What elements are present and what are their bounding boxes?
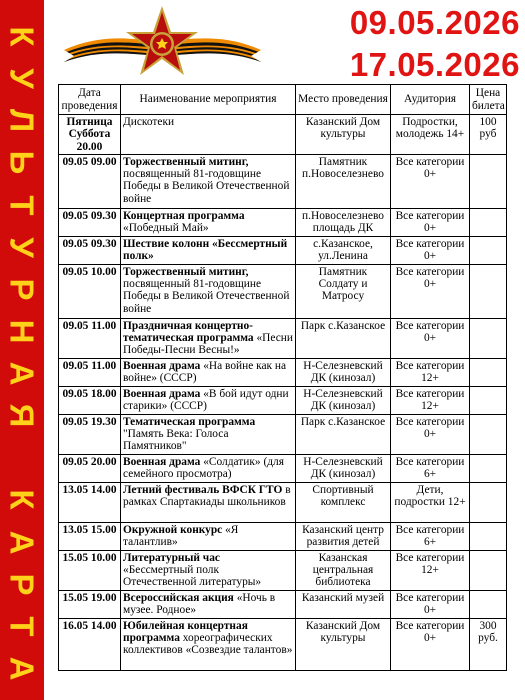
event-name (121, 208, 296, 236)
banner-letter: А (3, 530, 41, 554)
event-date: 16.05 14.00 (59, 618, 121, 670)
event-price: 100 руб (470, 115, 507, 155)
table-row (59, 154, 507, 208)
table-row (59, 618, 507, 670)
side-banner (0, 0, 44, 700)
table-row (59, 414, 507, 454)
event-name (121, 550, 296, 590)
event-description: "Память Века: Голоса Памятников" (123, 428, 229, 453)
event-description: «Я талантлив» (123, 523, 239, 549)
event-audience: Все категории 12+ (391, 386, 470, 414)
event-price (470, 522, 507, 550)
event-place: Н-Селезневский ДК (кинозал) (296, 358, 391, 386)
table-row (59, 264, 507, 318)
event-description: посвященный 81-годовщине Победы в Великой Отечественной войне (123, 278, 290, 315)
event-place: Н-Селезневский ДК (кинозал) (296, 386, 391, 414)
event-place: Парк с.Казанское (296, 318, 391, 358)
event-date: Пятница Суббота 20.00 (59, 115, 121, 155)
table-row (59, 482, 507, 522)
banner-letter: Т (3, 194, 41, 216)
event-price (470, 154, 507, 208)
event-audience: Все категории 0+ (391, 264, 470, 318)
event-title: Торжественный митинг, (123, 155, 249, 168)
event-description: «Бессмертный полк Отечественной литературы» (123, 564, 262, 589)
event-name (121, 454, 296, 482)
event-place: Казанская центральная библиотека (296, 550, 391, 590)
event-title: Тематическая программа (123, 415, 256, 428)
event-date: 09.05 09.00 (59, 154, 121, 208)
event-price (470, 482, 507, 522)
event-date: 09.05 09.30 (59, 208, 121, 236)
event-price (470, 318, 507, 358)
event-price (470, 358, 507, 386)
event-audience: Все категории 0+ (391, 590, 470, 618)
column-header-name: Наименование мероприятия (121, 85, 296, 115)
event-description: «В бой идут одни старики» (СССР) (123, 387, 289, 413)
banner-letter: У (3, 236, 41, 258)
event-place: Памятник п.Новоселезнево (296, 154, 391, 208)
event-name (121, 522, 296, 550)
event-audience: Все категории 12+ (391, 358, 470, 386)
banner-letter: К (3, 26, 41, 47)
table-row (59, 386, 507, 414)
table-row (59, 236, 507, 264)
event-title: Литературный час (123, 551, 220, 564)
event-place: Спортивный комплекс (296, 482, 391, 522)
event-name (121, 358, 296, 386)
banner-letter: А (3, 361, 41, 386)
event-price (470, 236, 507, 264)
event-name (121, 264, 296, 318)
banner-letter: Л (3, 109, 41, 133)
event-description: хореографических коллективов «Созвездие талантов» (123, 632, 293, 657)
event-audience: Подростки, молодежь 14+ (391, 115, 470, 155)
event-description: Дискотеки (123, 116, 175, 128)
event-description: в рамках Спартакиады школьников (123, 483, 291, 509)
table-row (59, 522, 507, 550)
event-audience: Все категории 0+ (391, 236, 470, 264)
events-table (58, 84, 507, 671)
column-header-audience: Аудитория (391, 85, 470, 115)
event-date: 09.05 20.00 (59, 454, 121, 482)
event-place: Казанский центр развития детей (296, 522, 391, 550)
event-date: 09.05 09.30 (59, 236, 121, 264)
event-name (121, 236, 296, 264)
table-row (59, 590, 507, 618)
table-header-row (59, 85, 507, 115)
event-date: 09.05 11.00 (59, 358, 121, 386)
event-place: Казанский Дом культуры (296, 115, 391, 155)
event-title: Праздничная концертно-тематическая программа (123, 319, 254, 345)
event-audience: Все категории 12+ (391, 550, 470, 590)
event-title: Шествие колонн «Бессмертный полк» (123, 237, 288, 263)
banner-letter: Р (3, 573, 41, 596)
banner-letter: А (3, 656, 41, 681)
event-title: Военная драма (123, 359, 201, 372)
event-name (121, 590, 296, 618)
table-row (59, 550, 507, 590)
event-audience: Дети, подростки 12+ (391, 482, 470, 522)
banner-letter: К (3, 489, 41, 510)
victory-order-emblem (60, 4, 265, 86)
event-price (470, 264, 507, 318)
event-description: «Ночь в музее. Родное» (123, 591, 276, 617)
event-date: 13.05 15.00 (59, 522, 121, 550)
event-name (121, 386, 296, 414)
event-date: 09.05 19.30 (59, 414, 121, 454)
event-date: 09.05 18.00 (59, 386, 121, 414)
banner-space (6, 438, 39, 478)
banner-letter: Ь (3, 151, 41, 175)
event-description: «Песни Победы-Песни Весны!» (123, 332, 293, 357)
vertical-title (0, 20, 44, 685)
event-audience: Все категории 0+ (391, 318, 470, 358)
event-name (121, 115, 296, 155)
date-to: 17.05.2026 (349, 46, 520, 83)
event-name (121, 154, 296, 208)
event-description: «На войне как на войне» (СССР) (123, 359, 287, 385)
banner-letter: Т (3, 616, 41, 637)
event-audience: Все категории 6+ (391, 454, 470, 482)
event-price (470, 454, 507, 482)
table-row (59, 454, 507, 482)
event-description: посвященный 81-годовщине Победы в Великой Отечественной войне (123, 168, 290, 205)
table-row (59, 358, 507, 386)
column-header-place: Место проведения (296, 85, 391, 115)
event-audience: Все категории 0+ (391, 414, 470, 454)
event-place: Парк с.Казанское (296, 414, 391, 454)
event-date: 09.05 10.00 (59, 264, 121, 318)
event-name (121, 318, 296, 358)
column-header-price: Цена билета (470, 85, 507, 115)
event-description: «Победный Май» (123, 222, 209, 235)
event-price (470, 590, 507, 618)
event-place: с.Казанское, ул.Ленина (296, 236, 391, 264)
event-place: Казанский музей (296, 590, 391, 618)
event-title: Окружной конкурс (123, 523, 223, 536)
event-title: Летний фестиваль ВФСК ГТО (123, 483, 283, 496)
table-row (59, 318, 507, 358)
event-date: 09.05 11.00 (59, 318, 121, 358)
event-date: 13.05 14.00 (59, 482, 121, 522)
event-date: 15.05 10.00 (59, 550, 121, 590)
event-audience: Все категории 0+ (391, 154, 470, 208)
event-name (121, 414, 296, 454)
event-title: Военная драма (123, 387, 201, 400)
event-title: Военная драма (123, 455, 201, 468)
event-place: Н-Селезневский ДК (кинозал) (296, 454, 391, 482)
event-audience: Все категории 6+ (391, 522, 470, 550)
event-price (470, 414, 507, 454)
event-title: Юбилейная концертная программа (123, 619, 248, 645)
event-price (470, 550, 507, 590)
event-description: «Солдатик» (для семейного просмотра) (123, 455, 284, 481)
table-row (59, 208, 507, 236)
event-price (470, 386, 507, 414)
event-title: Торжественный митинг, (123, 265, 249, 278)
event-name (121, 482, 296, 522)
date-from: 09.05.2026 (349, 4, 520, 41)
event-price: 300 руб. (470, 618, 507, 670)
event-place: п.Новоселезнево площадь ДК (296, 208, 391, 236)
event-title: Всероссийская акция (123, 591, 234, 604)
event-place: Памятник Солдату и Матросу (296, 264, 391, 318)
event-audience: Все категории 0+ (391, 208, 470, 236)
banner-letter: У (3, 68, 41, 89)
banner-letter: Р (3, 278, 41, 301)
event-audience: Все категории 0+ (391, 618, 470, 670)
event-place: Казанский Дом культуры (296, 618, 391, 670)
event-date: 15.05 19.00 (59, 590, 121, 618)
date-range (270, 2, 520, 86)
banner-letter: Н (3, 319, 41, 344)
event-price (470, 208, 507, 236)
event-title: Концертная программа (123, 209, 245, 222)
column-header-date: Дата проведения (59, 85, 121, 115)
banner-letter: Я (3, 403, 41, 428)
event-name (121, 618, 296, 670)
table-row (59, 115, 507, 155)
